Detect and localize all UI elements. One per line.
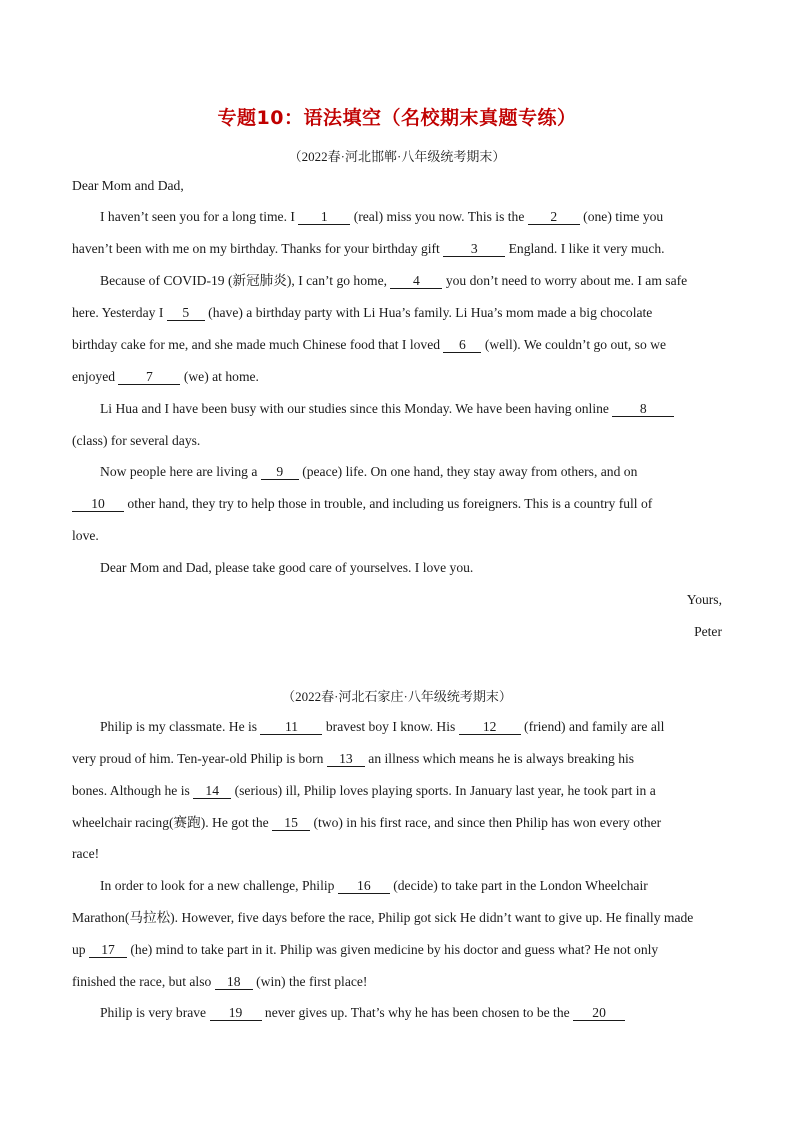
- passage-2-line: Philip is my classmate. He is 11 bravest boy I know. His 12 (friend) and family are all: [100, 719, 665, 734]
- passage-1-line: birthday cake for me, and she made much Chinese food that I loved 6 (well). We couldn’t go out, so we: [72, 337, 666, 352]
- blank-14[interactable]: 14: [193, 784, 231, 799]
- passage-2-line: bones. Although he is 14 (serious) ill, Philip loves playing sports. In January last year, he took part in a: [72, 783, 656, 798]
- passage-1-line: Li Hua and I have been busy with our studies since this Monday. We have been having online 8: [100, 400, 674, 418]
- passage-1-line: (class) for several days.: [72, 433, 201, 448]
- blank-19[interactable]: 19: [210, 1006, 262, 1021]
- passage-1-line: Now people here are living a 9 (peace) life. On one hand, they stay away from others, and on: [100, 464, 638, 479]
- passage-1-line: here. Yesterday I 5 (have) a birthday party with Li Hua’s family. Li Hua’s mom made a big chocolate: [72, 305, 653, 320]
- blank-20[interactable]: 20: [573, 1006, 625, 1021]
- letter-closing: Yours,: [686, 592, 722, 607]
- passage-1-line: 10 other hand, they try to help those in trouble, and including us foreigners. This is a country full of: [72, 495, 652, 513]
- passage-2-line: wheelchair racing(赛跑). He got the 15 (two) in his first race, and since then Philip has won every other: [72, 815, 662, 830]
- page-title: 专题10：语法填空（名校期末真题专练）: [217, 107, 577, 129]
- passage-1-source: （2022春·河北邯郸·八年级统考期末）: [288, 149, 506, 164]
- blank-12[interactable]: 12: [459, 720, 521, 735]
- blank-4[interactable]: 4: [390, 274, 442, 289]
- passage-1-line: I haven’t seen you for a long time. I 1 (real) miss you now. This is the 2 (one) time you: [100, 209, 664, 224]
- blank-3[interactable]: 3: [443, 242, 505, 257]
- blank-9[interactable]: 9: [261, 465, 299, 480]
- blank-17[interactable]: 17: [89, 943, 127, 958]
- passage-1-line: Because of COVID-19 (新冠肺炎), I can’t go home, 4 you don’t need to worry about me. I am safe: [100, 273, 688, 288]
- passage-2-line: race!: [72, 846, 100, 861]
- blank-18[interactable]: 18: [215, 975, 253, 990]
- passage-1-line: love.: [72, 528, 99, 543]
- blank-11[interactable]: 11: [260, 720, 322, 735]
- passage-2-line: In order to look for a new challenge, Philip 16 (decide) to take part in the London Wheelchair: [100, 878, 648, 893]
- passage-1-line: enjoyed 7 (we) at home.: [72, 369, 259, 384]
- letter-signature: Peter: [694, 624, 722, 639]
- passage-2-source: （2022春·河北石家庄·八年级统考期末）: [282, 689, 512, 704]
- passage-2-line: finished the race, but also 18 (win) the first place!: [72, 974, 368, 989]
- blank-5[interactable]: 5: [167, 306, 205, 321]
- blank-13[interactable]: 13: [327, 752, 365, 767]
- passage-1-line: haven’t been with me on my birthday. Thanks for your birthday gift 3 England. I like it very much.: [72, 241, 665, 256]
- blank-1[interactable]: 1: [298, 210, 350, 225]
- passage-2-line: very proud of him. Ten-year-old Philip is born 13 an illness which means he is always breaking his: [72, 751, 635, 766]
- blank-2[interactable]: 2: [528, 210, 580, 225]
- blank-8[interactable]: 8: [612, 402, 674, 417]
- passage-1-line: Dear Mom and Dad, please take good care of yourselves. I love you.: [100, 560, 474, 575]
- blank-15[interactable]: 15: [272, 816, 310, 831]
- blank-10[interactable]: 10: [72, 497, 124, 512]
- passage-2-line: Marathon(马拉松). However, five days before the race, Philip got sick He didn’t want to give up. He finally made: [72, 910, 694, 925]
- passage-2-line: up 17 (he) mind to take part in it. Philip was given medicine by his doctor and guess what? He not only: [72, 942, 659, 957]
- letter-greeting: Dear Mom and Dad,: [72, 178, 184, 193]
- blank-7[interactable]: 7: [118, 370, 180, 385]
- passage-2-line: Philip is very brave 19 never gives up. That’s why he has been chosen to be the 20: [100, 1004, 625, 1022]
- blank-6[interactable]: 6: [443, 338, 481, 353]
- blank-16[interactable]: 16: [338, 879, 390, 894]
